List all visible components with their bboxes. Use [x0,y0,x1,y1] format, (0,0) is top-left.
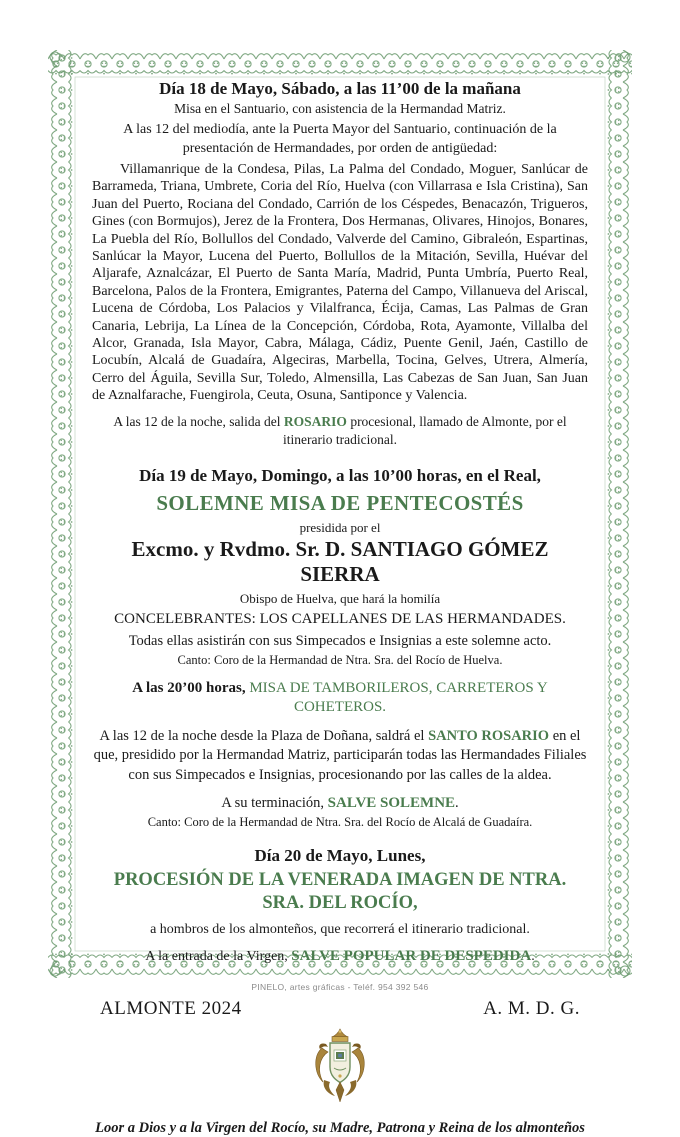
amdg-label: A. M. D. G. [483,998,580,1020]
day19-heading: Día 19 de Mayo, Domingo, a las 10’00 horas, en el Real, [139,465,541,485]
day19-salve-line [92,794,588,812]
salve-post: . [455,795,459,812]
salve-popular-post: . [531,949,535,965]
day19-misa-title: SOLEMNE MISA DE PENTECOSTÉS [156,490,524,515]
city-year-label: ALMONTE 2024 [100,998,242,1020]
program-content [92,78,588,1137]
santo-rosario-highlight: SANTO ROSARIO [428,727,550,744]
day19-bishop-name: Excmo. y Rvdmo. Sr. D. SANTIAGO GÓMEZ SIERRA [131,536,549,586]
day18-presentacion-line: A las 12 del mediodía, ante la Puerta Mayor del Santuario, continuación de la presentación de Hermandades, por orden de antigüedad: [123,122,557,156]
day19-tamborileros-line [92,679,588,717]
day20-procession-title: PROCESIÓN DE LA VENERADA IMAGEN DE NTRA. SRA. DEL ROCÍO, [113,870,567,914]
footer-row [92,998,588,1020]
crest-container [92,1028,588,1106]
printer-credit: PINELO, artes gráficas - Teléf. 954 392 546 [251,982,429,992]
day18-misa-line: Misa en el Santuario, con asistencia de la Hermandad Matriz. [174,101,506,116]
day19-attend-line: Todas ellas asistirán con sus Simpecados e Insignias a este solemne acto. [128,632,552,649]
salve-popular-pre: A la entrada de la Virgen, [145,949,292,965]
almonte-coat-of-arms-icon [308,1028,372,1104]
salve-highlight: SALVE SOLEMNE [327,795,456,812]
santo-rosario-post: en el que, presidido por la Hermandad Matriz, participarán todas las Hermandades Filiales con sus Simpecados e Insignias, procesionando por las calles de la aldea. [93,727,587,783]
day18-heading: Día 18 de Mayo, Sábado, a las 11’00 de la mañana [159,79,521,98]
day19-canto-alcala: Canto: Coro de la Hermandad de Ntra. Sra. del Rocío de Alcalá de Guadaíra. [147,815,533,830]
day18-rosario-line [92,413,588,449]
day19-canto-huelva: Canto: Coro de la Hermandad de Ntra. Sra. del Rocío de Huelva. [177,652,503,667]
day18-town-list: Villamanrique de la Condesa, Pilas, La Palma del Condado, Moguer, Sanlúcar de Barrameda, Triana, Umbrete, Coria del Río, Huelva (con Villarrasa e Isla Cristina), San Juan del Puerto, Rociana del Condado, Carrión de los Céspedes, Benacazón, Trigueros, Gines (con Bormujos), Jerez de la Frontera, Dos Hermanas, Olivares, Hinojos, Bonares, La Puebla del Río, Bollullos del Condado, Valverde del Camino, Gibraleón, Espartinas, Sanlúcar la Mayor, Lucena del Puerto, Bollullos de la Mitación, Sevilla, Huévar del Aljarafe, Aznalcázar, El Puerto de Santa María, Madrid, Punta Umbría, Puerto Real, Barcelona, Palos de la Frontera, Emigrantes, Paterna del Campo, Villanueva del Ariscal, Lucena de Córdoba, Los Palacios y Vilalfranca, Écija, Camas, Las Palmas de Gran Canaria, Lebrija, La Línea de la Concepción, Córdoba, Rota, Ayamonte, Villalba del Alcor, Granada, Isla Mayor, Cabra, Málaga, Cádiz, Puente Genil, Jaén, Castillo de Locubín, Alcalá de Guadaíra, Algeciras, Marbella, Tocina, Gelves, Utrera, Almería, Cerro del Águila, Sevilla Sur, Toledo, Almensilla, Las Cabezas de San Juan, San Juan de Aznalfarache, Fuengirola, Ceuta, Osuna, Santiponce y Valencia. [92,162,588,404]
rosario-pre: A las 12 de la noche, salida del [113,413,284,429]
tamborileros-highlight: MISA DE TAMBORILEROS, CARRETEROS Y COHETEROS. [249,679,548,715]
day20-hombros-line: a hombros de los almonteños, que recorrerá el itinerario tradicional. [150,922,530,938]
day19-bishop-subtitle: Obispo de Huelva, que hará la homilía [239,590,441,606]
tamborileros-time: A las 20’00 horas, [132,679,250,696]
rosario-highlight: ROSARIO [283,413,347,429]
salve-pre: A su terminación, [221,795,328,812]
day20-heading: Día 20 de Mayo, Lunes, [254,846,426,866]
santo-rosario-pre: A las 12 de la noche desde la Plaza de Doñana, saldrá el [99,727,429,744]
day19-concelebrants-line: CONCELEBRANTES: LOS CAPELLANES DE LAS HERMANDADES. [114,610,566,627]
day19-santo-rosario-paragraph [92,727,588,786]
day19-presided-line: presidida por el [299,519,381,535]
day20-salve-popular-line [92,947,588,966]
rosario-post: procesional, llamado de Almonte, por el itinerario tradicional. [283,413,567,447]
salve-popular-highlight: SALVE POPULAR DE DESPEDIDA [291,948,532,965]
motto-line: Loor a Dios y a la Virgen del Rocío, su Madre, Patrona y Reina de los almonteños [95,1120,585,1137]
